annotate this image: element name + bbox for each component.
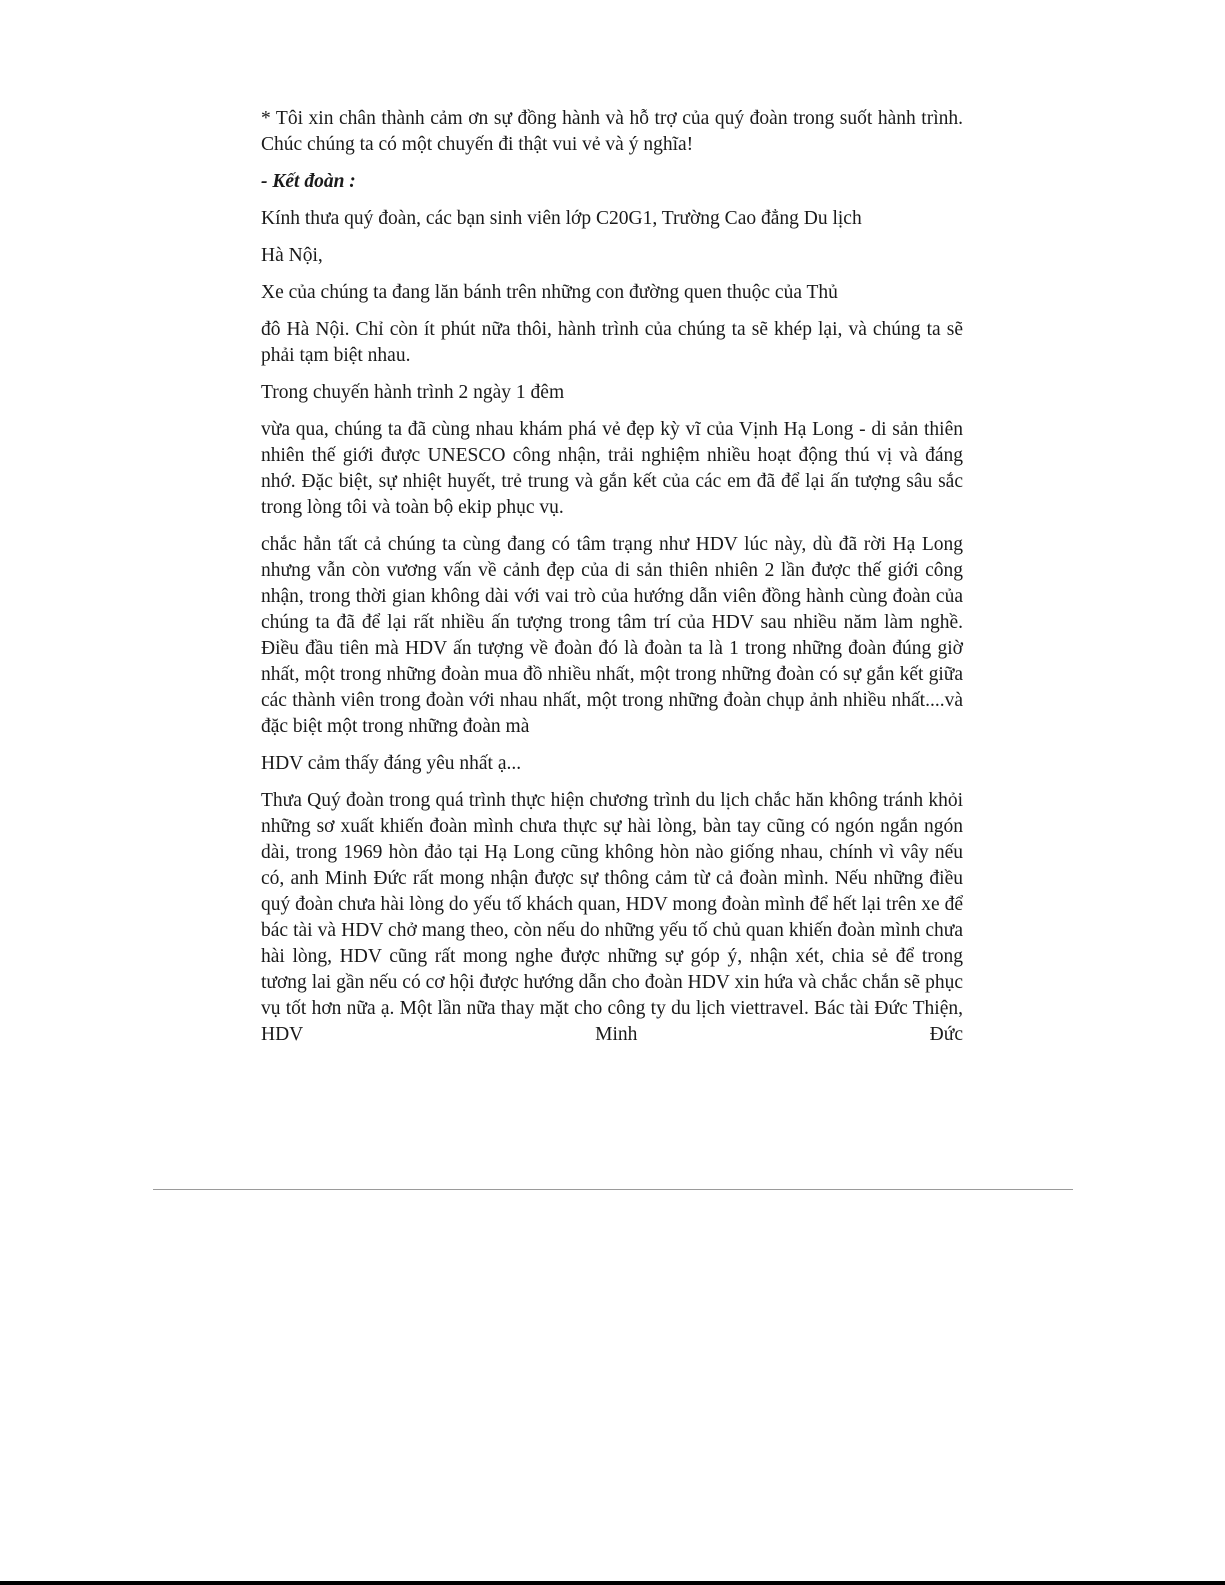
lovely-line: HDV cảm thấy đáng yêu nhất ạ...	[261, 753, 522, 774]
trip-line-1: Trong chuyến hành trình 2 ngày 1 đêm	[261, 382, 565, 403]
document-page	[261, 106, 963, 1059]
mood-paragraph: chắc hẳn tất cả chúng ta cùng đang có tâm trạng như HDV lúc này, dù đã rời Hạ Long nhưng vẫn còn vương vấn về cảnh đẹp của di sản thiên nhiên 2 lần được thế giới công nhận, trong thời gian không dài với vai trò của hướng dẫn viên đồng hành cùng đoàn của chúng ta đã để lại rất nhiều ấn tượng trong tâm trí của HDV sau nhiều năm làm nghề. Điều đầu tiên mà HDV ấn tượng về đoàn đó là đoàn ta là 1 trong những đoàn đúng giờ nhất, một trong những đoàn mua đồ nhiều nhất, một trong những đoàn có sự gắn kết giữa các thành viên trong đoàn với nhau nhất, một trong những đoàn chụp ảnh nhiều nhất....và đặc biệt một trong những đoàn mà	[261, 534, 963, 737]
page-divider	[153, 1189, 1073, 1190]
greeting-line-2: Hà Nội,	[261, 245, 323, 266]
bus-paragraph: đô Hà Nội. Chỉ còn ít phút nữa thôi, hành trình của chúng ta sẽ khép lại, và chúng ta sẽ phải tạm biệt nhau.	[261, 319, 963, 366]
bus-line-1: Xe của chúng ta đang lăn bánh trên những con đường quen thuộc của Thủ	[261, 282, 838, 303]
page-bottom-edge	[0, 1581, 1225, 1585]
thanks-paragraph: * Tôi xin chân thành cảm ơn sự đồng hành và hỗ trợ của quý đoàn trong suốt hành trình. Chúc chúng ta có một chuyến đi thật vui vẻ và ý nghĩa!	[261, 108, 963, 155]
greeting-line-1: Kính thưa quý đoàn, các bạn sinh viên lớp C20G1, Trường Cao đẳng Du lịch	[261, 208, 862, 229]
trip-paragraph: vừa qua, chúng ta đã cùng nhau khám phá vẻ đẹp kỳ vĩ của Vịnh Hạ Long - di sản thiên nhiên thế giới được UNESCO công nhận, trải nghiệm nhiều hoạt động thú vị và đáng nhớ. Đặc biệt, sự nhiệt huyết, trẻ trung và gắn kết của các em đã để lại ấn tượng sâu sắc trong lòng tôi và toàn bộ ekip phục vụ.	[261, 419, 963, 518]
section-heading: - Kết đoàn :	[261, 171, 356, 192]
apology-paragraph: Thưa Quý đoàn trong quá trình thực hiện chương trình du lịch chắc hăn không tránh khỏi những sơ xuất khiến đoàn mình chưa thực sự hài lòng, bàn tay cũng có ngón ngắn ngón dài, trong 1969 hòn đảo tại Hạ Long cũng không hòn nào giống nhau, chính vì vây nếu có, anh Minh Đức rất mong nhận được sự thông cảm từ cả đoàn mình. Nếu những điều quý đoàn chưa hài lòng do yếu tố khách quan, HDV mong đoàn mình để hết lại trên xe để bác tài và HDV chở mang theo, còn nếu do những yếu tố chủ quan khiến đoàn mình chưa hài lòng, HDV cũng rất mong nghe được những sự góp ý, nhận xét, chia sẻ để trong tương lai gần nếu có cơ hội được hướng dẫn cho đoàn HDV xin hứa và chắc chắn sẽ phục vụ tốt hơn nữa ạ. Một lần nữa thay mặt cho công ty du lịch viettravel. Bác tài Đức Thiện, HDV Minh Đức	[261, 790, 963, 1045]
